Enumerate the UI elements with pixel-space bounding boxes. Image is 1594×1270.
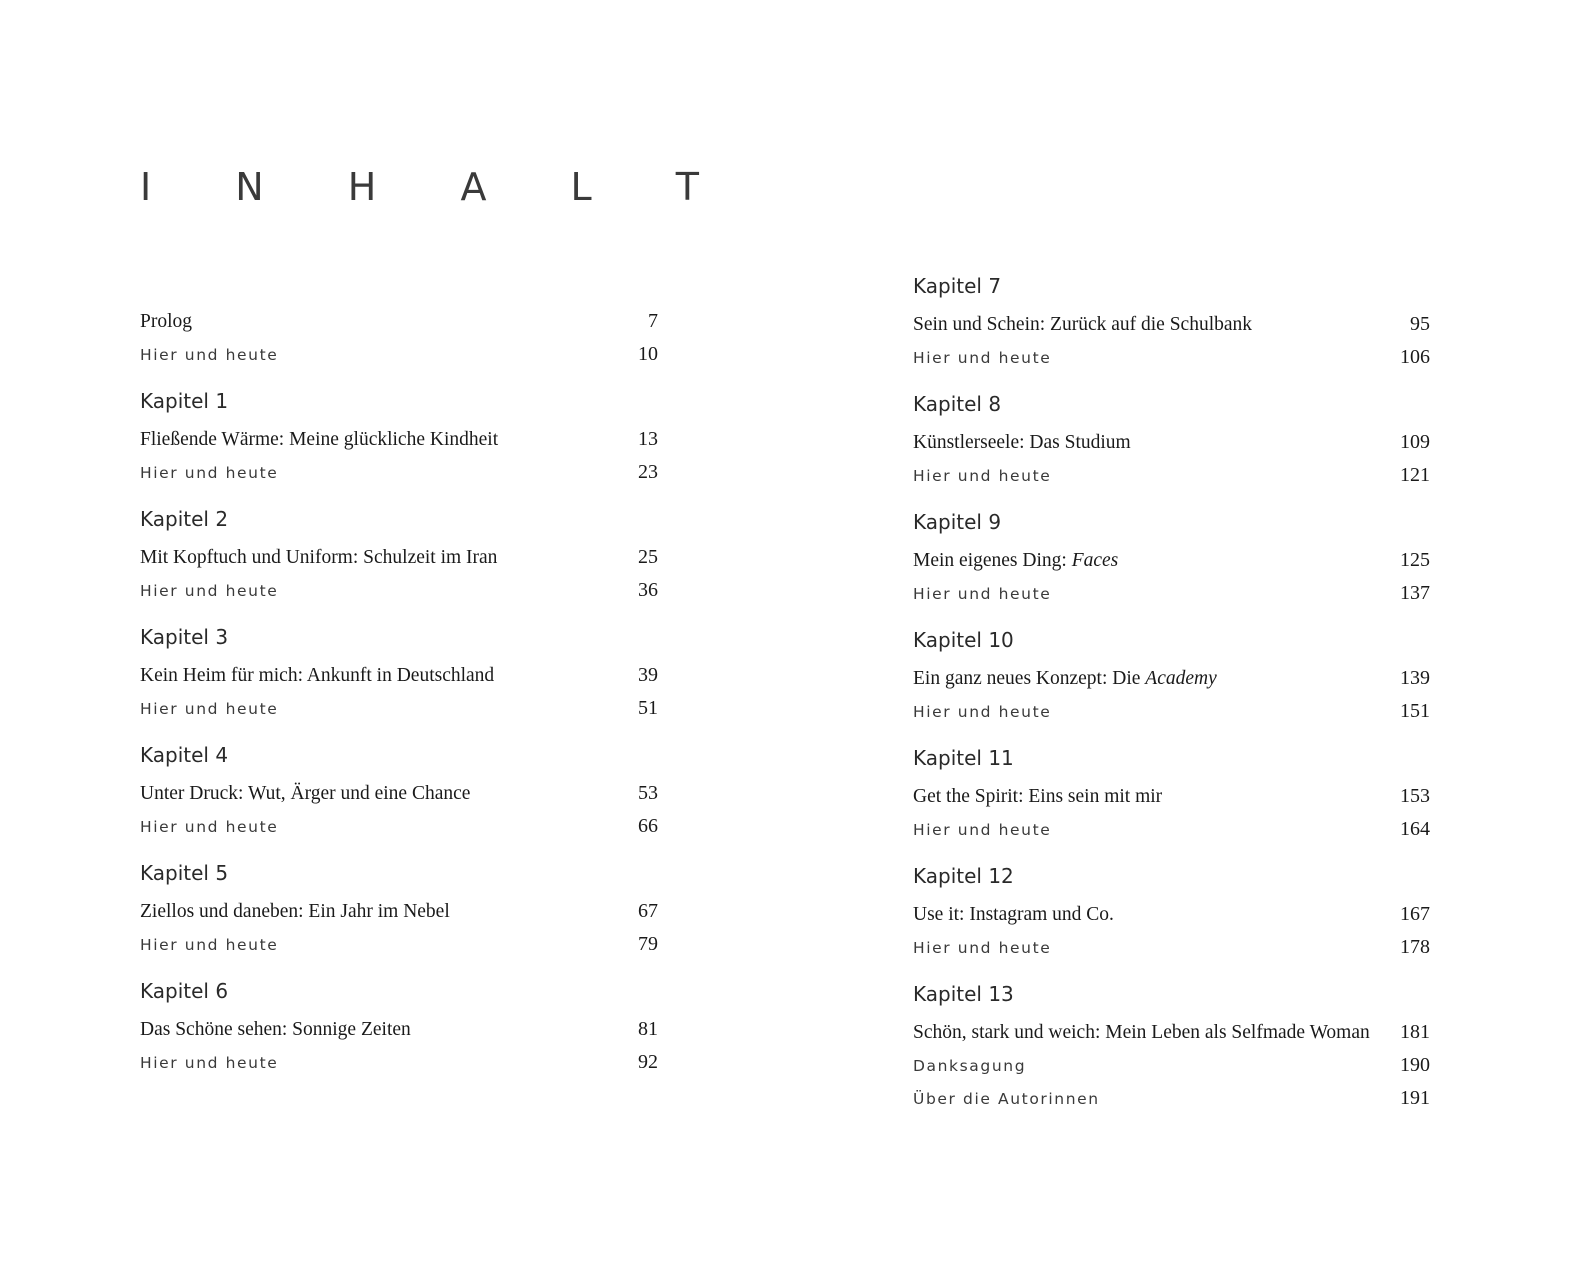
entry-title: Schön, stark und weich: Mein Leben als Selfmade Woman	[913, 1022, 1370, 1043]
chapter-heading: Kapitel 11	[913, 746, 1014, 770]
toc-section-chapter	[913, 862, 1430, 964]
toc-entry-chapter[interactable]	[913, 426, 1430, 459]
toc-entry-chapter[interactable]	[140, 895, 658, 928]
subsection-title: Hier und heute	[140, 464, 279, 482]
page-number: 181	[1400, 1021, 1430, 1043]
chapter-heading: Kapitel 8	[913, 392, 1002, 416]
subsection-title: Hier und heute	[913, 585, 1052, 603]
chapter-heading: Kapitel 9	[913, 510, 1002, 534]
entry-title-italic: Academy	[1145, 668, 1217, 689]
toc-entry-chapter[interactable]	[913, 662, 1430, 695]
toc-section-chapter	[913, 744, 1430, 846]
page-number: 66	[638, 815, 658, 837]
entry-title: Prolog	[140, 311, 193, 332]
page-number: 121	[1400, 464, 1430, 486]
toc-section-chapter	[140, 387, 658, 489]
subsection-title: Hier und heute	[913, 821, 1052, 839]
page-number: 137	[1400, 582, 1430, 604]
page-number: 190	[1400, 1054, 1430, 1076]
page-number: 81	[638, 1018, 658, 1040]
chapter-heading: Kapitel 4	[140, 743, 229, 767]
page-number: 139	[1400, 667, 1430, 689]
toc-entry-subsection[interactable]	[913, 695, 1430, 728]
toc-section-chapter	[913, 626, 1430, 728]
toc-section-chapter	[140, 623, 658, 725]
toc-column-left	[140, 305, 658, 1079]
toc-entry-subsection[interactable]	[913, 813, 1430, 846]
toc-section-chapter	[140, 977, 658, 1079]
toc-section-prolog	[140, 305, 658, 371]
page-number: 39	[638, 664, 658, 686]
entry-title: Künstlerseele: Das Studium	[913, 432, 1131, 453]
toc-section-chapter	[913, 390, 1430, 492]
subsection-title: Danksagung	[913, 1057, 1027, 1075]
toc-entry-chapter[interactable]	[913, 780, 1430, 813]
toc-entry-subsection[interactable]	[913, 341, 1430, 374]
toc-entry-subsection[interactable]	[140, 456, 658, 489]
chapter-heading: Kapitel 3	[140, 625, 229, 649]
toc-section-chapter	[140, 859, 658, 961]
entry-title: Mit Kopftuch und Uniform: Schulzeit im Iran	[140, 547, 498, 568]
toc-section-chapter	[140, 505, 658, 607]
entry-title	[913, 544, 1118, 577]
toc-entry-prolog[interactable]	[140, 305, 658, 338]
page-title: I N H A L T	[140, 165, 735, 209]
page-number: 191	[1400, 1087, 1430, 1109]
page-number: 167	[1400, 903, 1430, 925]
chapter-heading: Kapitel 5	[140, 861, 229, 885]
toc-section-chapter	[913, 272, 1430, 374]
entry-title-italic: Faces	[1071, 550, 1119, 571]
toc-entry-subsection[interactable]	[913, 931, 1430, 964]
entry-title: Sein und Schein: Zurück auf die Schulbank	[913, 314, 1253, 335]
page-number: 53	[638, 782, 658, 804]
entry-title: Ziellos und daneben: Ein Jahr im Nebel	[140, 901, 450, 922]
toc-entry-subsection[interactable]	[140, 692, 658, 725]
entry-title: Unter Druck: Wut, Ärger und eine Chance	[140, 783, 471, 804]
page-number: 95	[1410, 313, 1430, 335]
toc-section-chapter	[140, 741, 658, 843]
entry-title: Use it: Instagram und Co.	[913, 904, 1114, 925]
subsection-title: Hier und heute	[913, 703, 1052, 721]
toc-entry-about-authors[interactable]	[913, 1082, 1430, 1115]
entry-title	[913, 662, 1217, 695]
toc-section-chapter	[913, 980, 1430, 1115]
subsection-title: Hier und heute	[140, 818, 279, 836]
chapter-heading: Kapitel 13	[913, 982, 1014, 1006]
entry-title: Das Schöne sehen: Sonnige Zeiten	[140, 1019, 411, 1040]
page-number: 7	[648, 310, 658, 332]
page-number: 151	[1400, 700, 1430, 722]
toc-entry-subsection[interactable]	[140, 810, 658, 843]
toc-column-right	[913, 272, 1430, 1115]
toc-entry-chapter[interactable]	[140, 777, 658, 810]
toc-entry-chapter[interactable]	[140, 423, 658, 456]
entry-title: Kein Heim für mich: Ankunft in Deutschland	[140, 665, 495, 686]
entry-title: Get the Spirit: Eins sein mit mir	[913, 786, 1163, 807]
page-number: 25	[638, 546, 658, 568]
page-number: 79	[638, 933, 658, 955]
page-number: 13	[638, 428, 658, 450]
page-number: 164	[1400, 818, 1430, 840]
subsection-title: Hier und heute	[140, 582, 279, 600]
toc-entry-chapter[interactable]	[913, 1016, 1430, 1049]
toc-entry-subsection[interactable]	[913, 459, 1430, 492]
chapter-heading: Kapitel 2	[140, 507, 229, 531]
toc-entry-chapter[interactable]	[140, 659, 658, 692]
subsection-title: Hier und heute	[140, 936, 279, 954]
entry-title-text: Mein eigenes Ding:	[913, 550, 1072, 571]
toc-entry-subsection[interactable]	[913, 577, 1430, 610]
page-number: 178	[1400, 936, 1430, 958]
entry-title: Fließende Wärme: Meine glückliche Kindheit	[140, 429, 499, 450]
toc-entry-chapter[interactable]	[913, 308, 1430, 341]
page-number: 36	[638, 579, 658, 601]
page-number: 125	[1400, 549, 1430, 571]
toc-entry-subsection[interactable]	[140, 574, 658, 607]
subsection-title: Hier und heute	[140, 346, 279, 364]
toc-section-chapter	[913, 508, 1430, 610]
subsection-title: Über die Autorinnen	[913, 1090, 1100, 1108]
toc-entry-chapter[interactable]	[140, 1013, 658, 1046]
chapter-heading: Kapitel 1	[140, 389, 229, 413]
chapter-heading: Kapitel 12	[913, 864, 1014, 888]
toc-entry-subsection[interactable]	[140, 338, 658, 371]
page-number: 92	[638, 1051, 658, 1073]
subsection-title: Hier und heute	[913, 939, 1052, 957]
subsection-title: Hier und heute	[140, 700, 279, 718]
page-number: 67	[638, 900, 658, 922]
chapter-heading: Kapitel 6	[140, 979, 229, 1003]
page-number: 51	[638, 697, 658, 719]
toc-entry-subsection[interactable]	[140, 928, 658, 961]
entry-title-text: Ein ganz neues Konzept: Die	[913, 668, 1146, 689]
toc-entry-subsection[interactable]	[140, 1046, 658, 1079]
subsection-title: Hier und heute	[913, 349, 1052, 367]
page-number: 10	[638, 343, 658, 365]
chapter-heading: Kapitel 7	[913, 274, 1002, 298]
subsection-title: Hier und heute	[913, 467, 1052, 485]
page-number: 23	[638, 461, 658, 483]
toc-entry-chapter[interactable]	[140, 541, 658, 574]
chapter-heading: Kapitel 10	[913, 628, 1014, 652]
toc-entry-chapter[interactable]	[913, 544, 1430, 577]
toc-entry-chapter[interactable]	[913, 898, 1430, 931]
page-number: 106	[1400, 346, 1430, 368]
subsection-title: Hier und heute	[140, 1054, 279, 1072]
page-number: 109	[1400, 431, 1430, 453]
toc-entry-acknowledgements[interactable]	[913, 1049, 1430, 1082]
page-number: 153	[1400, 785, 1430, 807]
